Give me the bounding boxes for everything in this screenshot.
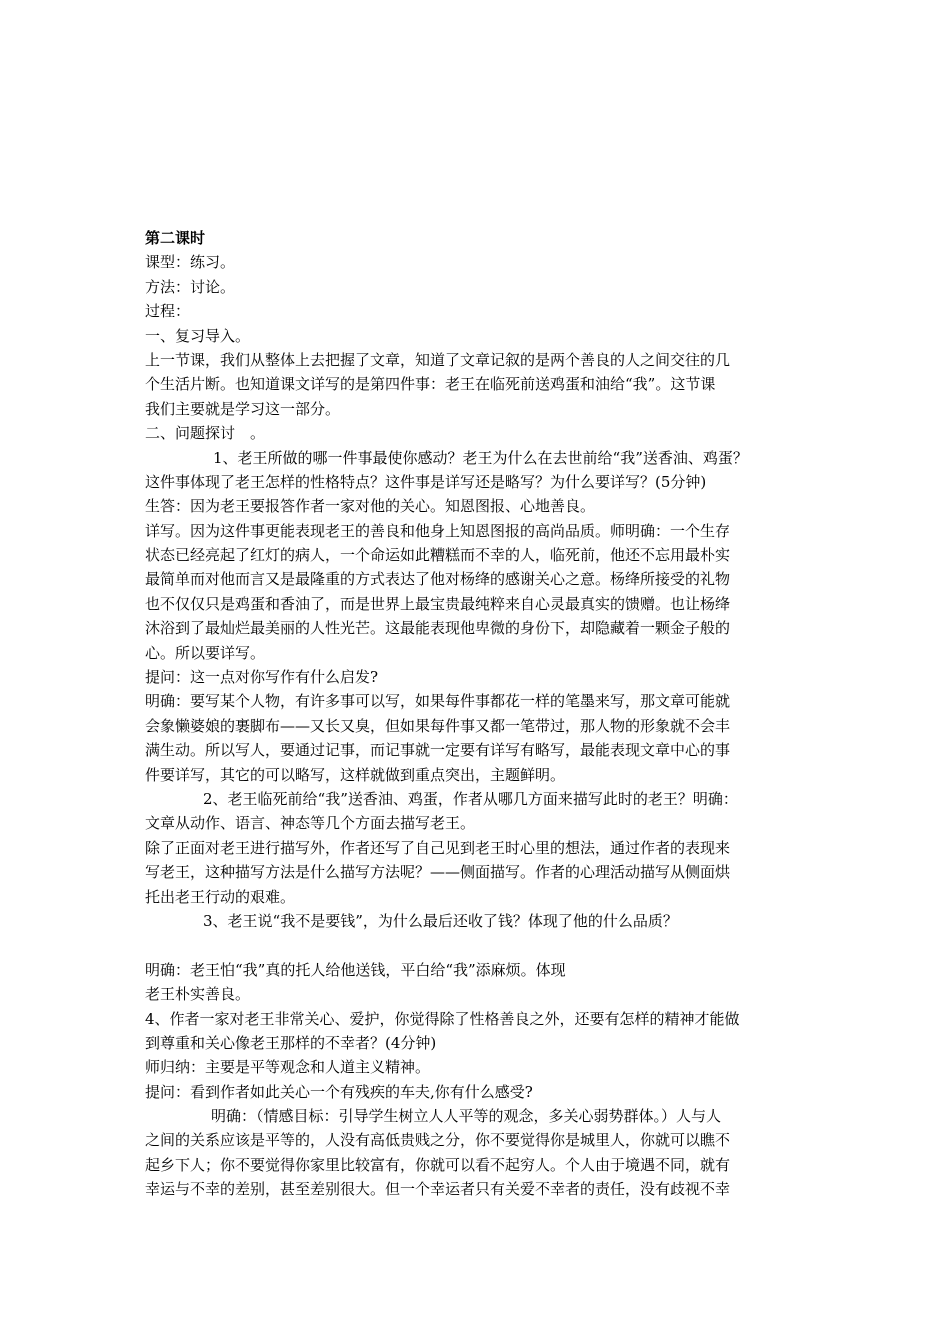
text-line: 最简单而对他而言又是最隆重的方式表达了他对杨绛的感谢关心之意。杨绛所接受的礼物 (145, 570, 731, 589)
text-line: 也不仅仅只是鸡蛋和香油了，而是世界上最宝贵最纯粹来自心灵最真实的馈赠。也让杨绛 (145, 594, 731, 613)
text-line: 沐浴到了最灿烂最美丽的人性光芒。这最能表现他卑微的身份下，却隐藏着一颗金子般的 (145, 619, 731, 638)
text-line: 明确：老王怕“我”真的托人给他送钱，平白给“我”添麻烦。体现 (145, 960, 566, 979)
question-4: 4、作者一家对老王非常关心、爱护，你觉得除了性格善良之外，还要有怎样的精神才能做 (145, 1009, 740, 1028)
blank-line (145, 933, 813, 957)
text-line: 件要详写，其它的可以略写，这样就做到重点突出，主题鲜明。 (145, 765, 566, 784)
text-line: 会象懒婆娘的裹脚布——又长又臭，但如果每件事又都一笔带过，那人物的形象就不会丰 (145, 716, 731, 735)
text-line: 过程： (145, 302, 191, 321)
text-line: 文章从动作、语言、神态等几个方面去描写老王。 (145, 814, 476, 833)
text-line: 一、复习导入。 (145, 326, 251, 345)
text-line: 个生活片断。也知道课文详写的是第四件事：老王在临死前送鸡蛋和油给“我”。这节课 (145, 375, 716, 394)
text-line: 满生动。所以写人，要通过记事，而记事就一定要有详写有略写，最能表现文章中心的事 (145, 741, 731, 760)
question-2: 2、老王临死前给“我”送香油、鸡蛋，作者从哪几方面来描写此时的老王？明确： (203, 789, 738, 808)
text-line: 起乡下人；你不要觉得你家里比较富有，你就可以看不起穷人。个人由于境遇不同，就有 (145, 1155, 731, 1174)
document-body (145, 226, 813, 1202)
question-1: 1、老王所做的哪一件事最使你感动？老王为什么在去世前给“我”送香油、鸡蛋？ (213, 448, 748, 467)
text-line: 提问：这一点对你写作有什么启发? (145, 668, 379, 687)
text-line: 我们主要就是学习这一部分。 (145, 399, 341, 418)
text-line: 师归纳：主要是平等观念和人道主义精神。 (145, 1058, 431, 1077)
text-line: 之间的关系应该是平等的，人没有高低贵贱之分，你不要觉得你是城里人，你就可以瞧不 (145, 1131, 731, 1150)
answer-indented: 明确：（情感目标：引导学生树立人人平等的观念，多关心弱势群体。）人与人 (211, 1107, 722, 1126)
text-line: 幸运与不幸的差别，甚至差别很大。但一个幸运者只有关爱不幸者的责任，没有歧视不幸 (145, 1180, 731, 1199)
text-line: 详写。因为这件事更能表现老王的善良和他身上知恩图报的高尚品质。师明确：一个生存 (145, 521, 731, 540)
text-line: 这件事体现了老王怎样的性格特点？这件事是详写还是略写？为什么要详写？(5分钟) (145, 472, 707, 491)
text-line: 提问：看到作者如此关心一个有残疾的车夫,你有什么感受? (145, 1082, 533, 1101)
question-3: 3、老王说“我不是要钱”，为什么最后还收了钱？体现了他的什么品质？ (203, 911, 678, 930)
text-line: 方法：讨论。 (145, 277, 236, 296)
text-line: 心。所以要详写。 (145, 643, 266, 662)
text-line: 托出老王行动的艰难。 (145, 887, 296, 906)
text-line: 老王朴实善良。 (145, 985, 251, 1004)
text-line: 到尊重和关心像老王那样的不幸者？(4分钟) (145, 1033, 437, 1052)
text-line: 写老王，这种描写方法是什么描写方法呢？——侧面描写。作者的心理活动描写从侧面烘 (145, 863, 731, 882)
text-line: 生答：因为老王要报答作者一家对他的关心。知恩图报、心地善良。 (145, 497, 596, 516)
text-line: 二、问题探讨 。 (145, 424, 266, 443)
text-line: 课型：练习。 (145, 253, 236, 272)
text-line: 状态已经亮起了红灯的病人，一个命运如此糟糕而不幸的人，临死前，他还不忘用最朴实 (145, 546, 731, 565)
text-line: 上一节课，我们从整体上去把握了文章，知道了文章记叙的是两个善良的人之间交往的几 (145, 350, 731, 369)
text-line: 明确：要写某个人物，有许多事可以写，如果每件事都花一样的笔墨来写，那文章可能就 (145, 692, 731, 711)
text-line: 除了正面对老王进行描写外，作者还写了自己见到老王时心里的想法，通过作者的表现来 (145, 838, 731, 857)
lesson-heading: 第二课时 (145, 229, 206, 247)
